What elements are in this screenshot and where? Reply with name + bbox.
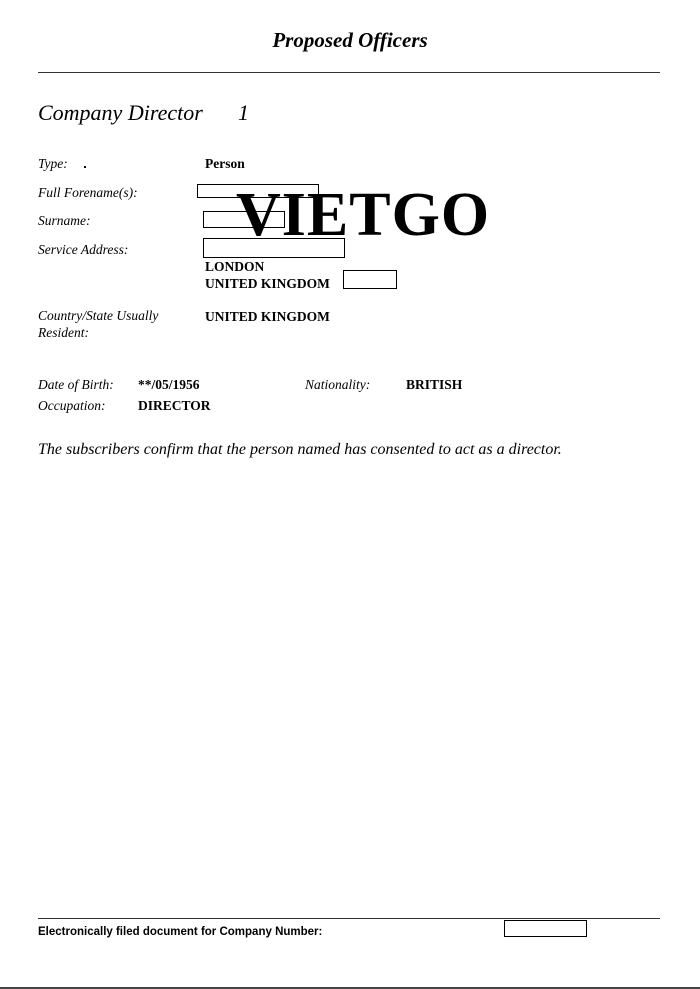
occupation-value: DIRECTOR	[138, 398, 211, 413]
footer-divider	[38, 918, 660, 919]
surname-label: Surname:	[38, 213, 91, 228]
footer-text: Electronically filed document for Company Number:	[38, 926, 323, 938]
company-number-redaction	[504, 920, 587, 937]
nationality-label: Nationality:	[305, 377, 371, 392]
type-value: Person	[205, 156, 245, 171]
address-label: Service Address:	[38, 242, 129, 257]
watermark-logo: VIETGO	[236, 181, 491, 249]
residence-label: Country/State Usually	[38, 308, 159, 323]
residence-label-cont: Resident:	[38, 325, 89, 340]
type-label: Type:	[38, 156, 68, 171]
top-divider	[38, 72, 660, 73]
residence-value: UNITED KINGDOM	[205, 309, 330, 324]
dob-label: Date of Birth:	[38, 377, 114, 392]
forenames-label: Full Forename(s):	[38, 185, 138, 200]
confirmation-statement: The subscribers confirm that the person named has consented to act as a director.	[38, 441, 562, 458]
address-city: LONDON	[205, 259, 265, 274]
section-number: 1	[238, 100, 249, 125]
nationality-value: BRITISH	[406, 377, 463, 392]
occupation-label: Occupation:	[38, 398, 106, 413]
dob-value: **/05/1956	[138, 377, 200, 392]
page-title: Proposed Officers	[272, 28, 428, 52]
postcode-redaction	[343, 270, 397, 289]
section-heading: Company Director	[38, 100, 203, 125]
stray-mark	[84, 166, 86, 168]
address-country: UNITED KINGDOM	[205, 276, 330, 291]
